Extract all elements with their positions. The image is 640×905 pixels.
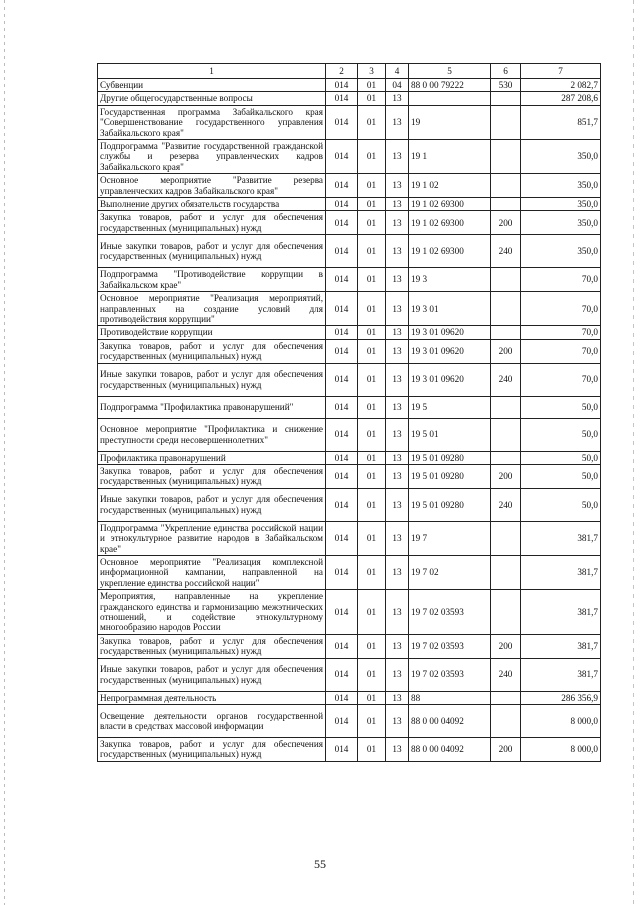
row-expense-type: 240 <box>491 363 521 396</box>
row-grbs: 014 <box>326 464 358 488</box>
row-target-article: 19 <box>409 105 491 139</box>
row-section: 01 <box>358 79 386 92</box>
row-subsection: 13 <box>386 705 409 738</box>
row-sum: 851,7 <box>521 105 601 139</box>
table-row <box>98 339 601 363</box>
row-subsection: 13 <box>386 555 409 589</box>
table-row <box>98 555 601 589</box>
row-name: Другие общегосударственные вопросы <box>98 92 326 105</box>
row-section: 01 <box>358 268 386 292</box>
row-expense-type <box>491 198 521 211</box>
row-subsection: 13 <box>386 140 409 174</box>
row-section: 01 <box>358 174 386 198</box>
budget-table <box>97 63 601 762</box>
row-expense-type <box>491 590 521 635</box>
row-subsection: 13 <box>386 691 409 704</box>
row-section: 01 <box>358 235 386 268</box>
row-expense-type <box>491 521 521 555</box>
table-row <box>98 738 601 762</box>
row-expense-type: 200 <box>491 464 521 488</box>
row-section: 01 <box>358 339 386 363</box>
row-target-article: 19 7 <box>409 521 491 555</box>
row-subsection: 04 <box>386 79 409 92</box>
row-section: 01 <box>358 658 386 691</box>
row-sum: 350,0 <box>521 140 601 174</box>
row-name: Иные закупки товаров, работ и услуг для обеспечения государственных (муниципальных) нужд <box>98 235 326 268</box>
row-subsection: 13 <box>386 590 409 635</box>
row-sum: 350,0 <box>521 174 601 198</box>
row-target-article: 19 1 02 <box>409 174 491 198</box>
row-subsection: 13 <box>386 174 409 198</box>
row-expense-type <box>491 174 521 198</box>
table-row <box>98 268 601 292</box>
row-subsection: 13 <box>386 451 409 464</box>
row-sum: 70,0 <box>521 363 601 396</box>
row-sum: 350,0 <box>521 211 601 235</box>
row-grbs: 014 <box>326 326 358 339</box>
row-expense-type: 200 <box>491 634 521 658</box>
row-section: 01 <box>358 198 386 211</box>
row-target-article: 19 5 01 09280 <box>409 464 491 488</box>
header-cell: 6 <box>491 64 521 79</box>
row-name: Основное мероприятие "Реализация мероприятий, направленных на создание условий для противодействия коррупции" <box>98 292 326 326</box>
row-grbs: 014 <box>326 140 358 174</box>
row-sum: 287 208,6 <box>521 92 601 105</box>
table-row <box>98 198 601 211</box>
row-name: Подпрограмма "Противодействие коррупции в Забайкальском крае" <box>98 268 326 292</box>
row-target-article: 19 3 01 09620 <box>409 326 491 339</box>
table-row <box>98 211 601 235</box>
row-name: Иные закупки товаров, работ и услуг для обеспечения государственных (муниципальных) нужд <box>98 488 326 521</box>
row-section: 01 <box>358 140 386 174</box>
table-row <box>98 418 601 451</box>
row-target-article: 19 7 02 03593 <box>409 658 491 691</box>
table-row <box>98 691 601 704</box>
row-grbs: 014 <box>326 705 358 738</box>
row-target-article: 19 5 01 09280 <box>409 451 491 464</box>
row-sum: 70,0 <box>521 268 601 292</box>
row-name: Подпрограмма "Развитие государственной гражданской службы и резерва управленческих кадров Забайкальского края" <box>98 140 326 174</box>
row-expense-type: 200 <box>491 339 521 363</box>
row-section: 01 <box>358 92 386 105</box>
row-grbs: 014 <box>326 105 358 139</box>
row-expense-type <box>491 705 521 738</box>
table-row <box>98 140 601 174</box>
table-row <box>98 292 601 326</box>
row-section: 01 <box>358 451 386 464</box>
row-section: 01 <box>358 555 386 589</box>
row-subsection: 13 <box>386 363 409 396</box>
row-name: Иные закупки товаров, работ и услуг для обеспечения государственных (муниципальных) нужд <box>98 658 326 691</box>
row-sum: 50,0 <box>521 488 601 521</box>
row-expense-type <box>491 268 521 292</box>
row-section: 01 <box>358 418 386 451</box>
row-expense-type <box>491 418 521 451</box>
row-subsection: 13 <box>386 198 409 211</box>
header-cell: 2 <box>326 64 358 79</box>
row-sum: 8 000,0 <box>521 705 601 738</box>
row-subsection: 13 <box>386 634 409 658</box>
row-grbs: 014 <box>326 363 358 396</box>
row-target-article: 88 <box>409 691 491 704</box>
row-target-article: 19 7 02 03593 <box>409 590 491 635</box>
row-subsection: 13 <box>386 235 409 268</box>
row-name: Противодействие коррупции <box>98 326 326 339</box>
row-target-article: 88 0 00 04092 <box>409 738 491 762</box>
row-sum: 381,7 <box>521 590 601 635</box>
row-subsection: 13 <box>386 521 409 555</box>
row-target-article: 88 0 00 79222 <box>409 79 491 92</box>
row-expense-type: 240 <box>491 658 521 691</box>
row-sum: 70,0 <box>521 339 601 363</box>
row-section: 01 <box>358 738 386 762</box>
row-target-article: 19 3 01 09620 <box>409 339 491 363</box>
row-name: Мероприятия, направленные на укрепление гражданского единства и гармонизацию межэтнических отношений, и содействие этнокультурному многообразию народов России <box>98 590 326 635</box>
row-grbs: 014 <box>326 396 358 418</box>
row-subsection: 13 <box>386 418 409 451</box>
row-grbs: 014 <box>326 488 358 521</box>
table-row <box>98 174 601 198</box>
table-row <box>98 326 601 339</box>
row-target-article: 19 5 01 <box>409 418 491 451</box>
row-expense-type: 240 <box>491 235 521 268</box>
row-subsection: 13 <box>386 105 409 139</box>
row-target-article <box>409 92 491 105</box>
row-sum: 286 356,9 <box>521 691 601 704</box>
row-sum: 381,7 <box>521 521 601 555</box>
row-name: Закупка товаров, работ и услуг для обеспечения государственных (муниципальных) нужд <box>98 738 326 762</box>
table-row <box>98 705 601 738</box>
row-expense-type <box>491 555 521 589</box>
row-sum: 70,0 <box>521 292 601 326</box>
row-grbs: 014 <box>326 79 358 92</box>
row-subsection: 13 <box>386 339 409 363</box>
row-section: 01 <box>358 634 386 658</box>
row-subsection: 13 <box>386 396 409 418</box>
row-target-article: 19 1 02 69300 <box>409 198 491 211</box>
row-section: 01 <box>358 590 386 635</box>
row-grbs: 014 <box>326 451 358 464</box>
row-subsection: 13 <box>386 658 409 691</box>
row-section: 01 <box>358 326 386 339</box>
table-row <box>98 79 601 92</box>
row-expense-type: 240 <box>491 488 521 521</box>
row-target-article: 19 3 <box>409 268 491 292</box>
row-subsection: 13 <box>386 92 409 105</box>
row-section: 01 <box>358 292 386 326</box>
row-grbs: 014 <box>326 268 358 292</box>
row-grbs: 014 <box>326 235 358 268</box>
row-sum: 381,7 <box>521 658 601 691</box>
row-name: Субвенции <box>98 79 326 92</box>
row-grbs: 014 <box>326 292 358 326</box>
row-sum: 350,0 <box>521 198 601 211</box>
header-cell: 4 <box>386 64 409 79</box>
row-name: Непрограммная деятельность <box>98 691 326 704</box>
row-section: 01 <box>358 521 386 555</box>
table-body <box>98 64 601 762</box>
row-expense-type <box>491 691 521 704</box>
row-sum: 381,7 <box>521 634 601 658</box>
row-name: Основное мероприятие "Профилактика и снижение преступности среди несовершеннолетних" <box>98 418 326 451</box>
row-name: Подпрограмма "Укрепление единства российской нации и этнокультурное развитие народов в Забайкальском крае" <box>98 521 326 555</box>
table-row <box>98 521 601 555</box>
row-grbs: 014 <box>326 691 358 704</box>
row-grbs: 014 <box>326 211 358 235</box>
row-target-article: 19 5 <box>409 396 491 418</box>
scan-edge-right <box>633 0 634 905</box>
row-section: 01 <box>358 396 386 418</box>
row-subsection: 13 <box>386 211 409 235</box>
row-subsection: 13 <box>386 292 409 326</box>
row-section: 01 <box>358 705 386 738</box>
row-subsection: 13 <box>386 464 409 488</box>
row-sum: 50,0 <box>521 464 601 488</box>
row-name: Выполнение других обязательств государства <box>98 198 326 211</box>
row-name: Закупка товаров, работ и услуг для обеспечения государственных (муниципальных) нужд <box>98 211 326 235</box>
row-sum: 50,0 <box>521 418 601 451</box>
table-row <box>98 92 601 105</box>
table-row <box>98 658 601 691</box>
row-expense-type <box>491 292 521 326</box>
row-name: Закупка товаров, работ и услуг для обеспечения государственных (муниципальных) нужд <box>98 339 326 363</box>
row-grbs: 014 <box>326 738 358 762</box>
row-target-article: 19 1 <box>409 140 491 174</box>
row-target-article: 19 7 02 03593 <box>409 634 491 658</box>
table-row <box>98 363 601 396</box>
row-target-article: 19 7 02 <box>409 555 491 589</box>
row-subsection: 13 <box>386 268 409 292</box>
row-expense-type <box>491 326 521 339</box>
row-target-article: 88 0 00 04092 <box>409 705 491 738</box>
row-target-article: 19 3 01 <box>409 292 491 326</box>
row-subsection: 13 <box>386 326 409 339</box>
row-subsection: 13 <box>386 488 409 521</box>
row-name: Иные закупки товаров, работ и услуг для обеспечения государственных (муниципальных) нужд <box>98 363 326 396</box>
row-name: Государственная программа Забайкальского края "Совершенствование государственного управления Забайкальского края" <box>98 105 326 139</box>
row-expense-type <box>491 140 521 174</box>
row-grbs: 014 <box>326 418 358 451</box>
row-expense-type: 200 <box>491 738 521 762</box>
row-name: Подпрограмма "Профилактика правонарушений" <box>98 396 326 418</box>
row-sum: 2 082,7 <box>521 79 601 92</box>
row-section: 01 <box>358 488 386 521</box>
table-row <box>98 451 601 464</box>
table-row <box>98 590 601 635</box>
row-expense-type <box>491 92 521 105</box>
row-name: Профилактика правонарушений <box>98 451 326 464</box>
row-grbs: 014 <box>326 555 358 589</box>
row-sum: 50,0 <box>521 451 601 464</box>
row-sum: 381,7 <box>521 555 601 589</box>
row-grbs: 014 <box>326 634 358 658</box>
row-name: Основное мероприятие "Развитие резерва управленческих кадров Забайкальского края" <box>98 174 326 198</box>
row-subsection: 13 <box>386 738 409 762</box>
table-row <box>98 396 601 418</box>
table-row <box>98 464 601 488</box>
row-grbs: 014 <box>326 198 358 211</box>
row-grbs: 014 <box>326 590 358 635</box>
row-section: 01 <box>358 363 386 396</box>
row-name: Освещение деятельности органов государственной власти в средствах массовой информации <box>98 705 326 738</box>
row-grbs: 014 <box>326 92 358 105</box>
row-expense-type <box>491 396 521 418</box>
header-cell: 1 <box>98 64 326 79</box>
row-grbs: 014 <box>326 174 358 198</box>
row-sum: 50,0 <box>521 396 601 418</box>
row-expense-type: 530 <box>491 79 521 92</box>
table-row <box>98 105 601 139</box>
row-section: 01 <box>358 105 386 139</box>
row-target-article: 19 3 01 09620 <box>409 363 491 396</box>
table-row <box>98 634 601 658</box>
row-section: 01 <box>358 464 386 488</box>
table-row <box>98 488 601 521</box>
row-grbs: 014 <box>326 658 358 691</box>
page-number: 55 <box>314 857 326 871</box>
row-target-article: 19 1 02 69300 <box>409 211 491 235</box>
row-expense-type <box>491 451 521 464</box>
header-cell: 3 <box>358 64 386 79</box>
row-sum: 350,0 <box>521 235 601 268</box>
row-section: 01 <box>358 211 386 235</box>
row-name: Основное мероприятие "Реализация комплексной информационной кампании, направленной на укрепление единства российской нации" <box>98 555 326 589</box>
row-expense-type <box>491 105 521 139</box>
row-grbs: 014 <box>326 521 358 555</box>
row-expense-type: 200 <box>491 211 521 235</box>
row-sum: 8 000,0 <box>521 738 601 762</box>
row-name: Закупка товаров, работ и услуг для обеспечения государственных (муниципальных) нужд <box>98 464 326 488</box>
column-number-header <box>98 64 601 79</box>
row-sum: 70,0 <box>521 326 601 339</box>
table-row <box>98 235 601 268</box>
row-grbs: 014 <box>326 339 358 363</box>
scan-edge-left <box>4 0 5 905</box>
row-name: Закупка товаров, работ и услуг для обеспечения государственных (муниципальных) нужд <box>98 634 326 658</box>
row-target-article: 19 1 02 69300 <box>409 235 491 268</box>
header-cell: 7 <box>521 64 601 79</box>
header-cell: 5 <box>409 64 491 79</box>
row-target-article: 19 5 01 09280 <box>409 488 491 521</box>
row-section: 01 <box>358 691 386 704</box>
